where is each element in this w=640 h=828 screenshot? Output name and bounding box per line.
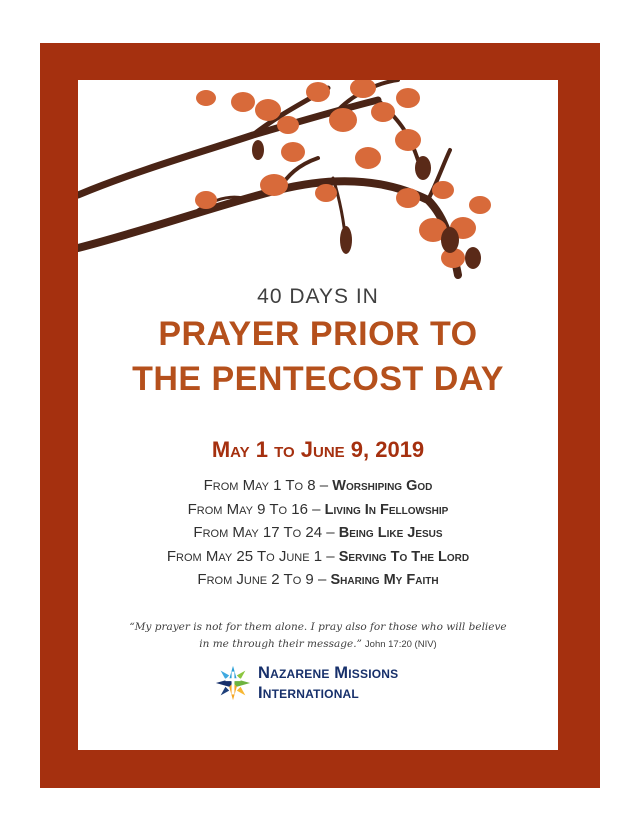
schedule-row [78, 498, 558, 522]
blossom-branch-illustration [78, 80, 558, 290]
schedule-row [78, 545, 558, 569]
poster-content [78, 80, 558, 750]
quote-reference: John 17:20 (NIV) [364, 639, 437, 650]
schedule-theme: Being Like Jesus [338, 525, 443, 541]
nmi-logo [214, 662, 434, 706]
schedule-range: From May 17 To 24 – [193, 524, 339, 541]
schedule-range: From May 25 To June 1 – [166, 547, 339, 565]
weekly-schedule [78, 474, 558, 592]
schedule-row [78, 568, 558, 592]
schedule-row [78, 474, 558, 498]
quote-line-1: “My prayer is not for them alone. I pray also for those who will believe [129, 621, 507, 633]
schedule-row [78, 521, 558, 545]
headline-line-2: THE PENTECOST DAY [132, 360, 504, 398]
logo-line-2: International [258, 684, 359, 702]
schedule-theme: Living In Fellowship [324, 501, 449, 518]
scripture-quote [118, 619, 518, 653]
date-range: May 1 to June 9, 2019 [211, 437, 425, 462]
schedule-range: From May 9 To 16 – [187, 500, 325, 518]
quote-line-2: in me through their message.” [199, 638, 362, 650]
headline-line-1: PRAYER PRIOR TO [158, 315, 478, 353]
schedule-range: From June 2 To 9 – [197, 571, 331, 588]
schedule-theme: Worshiping God [332, 478, 433, 494]
schedule-theme: Sharing My Faith [330, 572, 439, 588]
schedule-theme: Serving To The Lord [338, 548, 470, 565]
cross-compass-icon [214, 664, 252, 702]
schedule-range: From May 1 To 8 – [203, 477, 333, 494]
logo-line-1: Nazarene Missions [258, 664, 399, 682]
headline-small: 40 DAYS IN [257, 285, 379, 308]
logo-wordmark [258, 663, 398, 703]
